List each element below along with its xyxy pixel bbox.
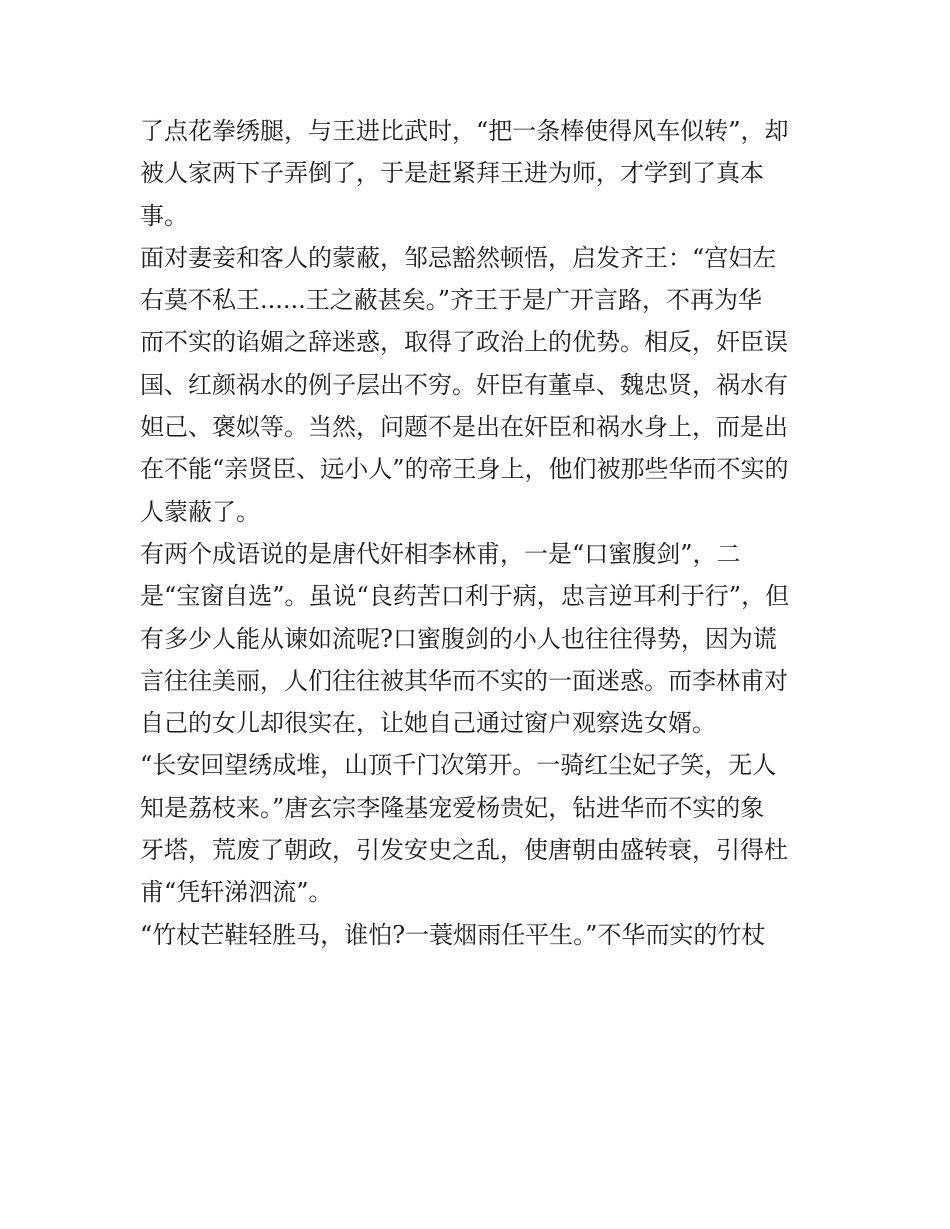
text-line: “长安回望绣成堆，山顶千门次第开。一骑红尘妃子笑，无人	[140, 751, 777, 780]
text-line: 甫“凭轩涕泗流”。	[140, 878, 333, 907]
text-line: 国、红颜祸水的例子层出不穷。奸臣有董卓、魏忠贤，祸水有	[140, 370, 788, 399]
text-line: 有多少人能从谏如流呢?口蜜腹剑的小人也往往得势，因为谎	[140, 624, 777, 653]
text-line: 自己的女儿却很实在，让她自己通过窗户观察选女婿。	[140, 709, 716, 738]
text-line: 言往往美丽，人们往往被其华而不实的一面迷惑。而李林甫对	[140, 666, 788, 695]
text-line: 牙塔，荒废了朝政，引发安史之乱，使唐朝由盛转衰，引得杜	[140, 836, 788, 865]
text-line: “竹杖芒鞋轻胜马，谁怕?一蓑烟雨任平生。”不华而实的竹杖	[140, 920, 766, 949]
text-line: 面对妻妾和客人的蒙蔽，邹忌豁然顿悟，启发齐王：“宫妇左	[140, 243, 777, 272]
text-line: 在不能“亲贤臣、远小人”的帝王身上，他们被那些华而不实的	[140, 455, 789, 484]
text-line: 右莫不私王......王之蔽甚矣。”齐王于是广开言路，不再为华	[140, 286, 763, 315]
text-line: 是“宝窗自选”。虽说“良药苦口利于病，忠言逆耳利于行”，但	[140, 582, 790, 611]
text-line: 妲己、褒姒等。当然，问题不是出在奸臣和祸水身上，而是出	[140, 413, 788, 442]
text-line: 事。	[140, 201, 188, 230]
text-line: 而不实的谄媚之辞迷惑，取得了政治上的优势。相反，奸臣误	[140, 328, 788, 357]
document-body	[140, 110, 820, 956]
text-line: 了点花拳绣腿，与王进比武时，“把一条棒使得风车似转”，却	[140, 117, 789, 145]
text-line: 被人家两下子弄倒了，于是赶紧拜王进为师，才学到了真本	[140, 159, 764, 188]
text-line: 知是荔枝来。”唐玄宗李隆基宠爱杨贵妃，钻进华而不实的象	[140, 793, 765, 822]
text-line: 人蒙蔽了。	[140, 497, 260, 526]
text-line: 有两个成语说的是唐代奸相李林甫，一是“口蜜腹剑”，二	[140, 539, 741, 568]
